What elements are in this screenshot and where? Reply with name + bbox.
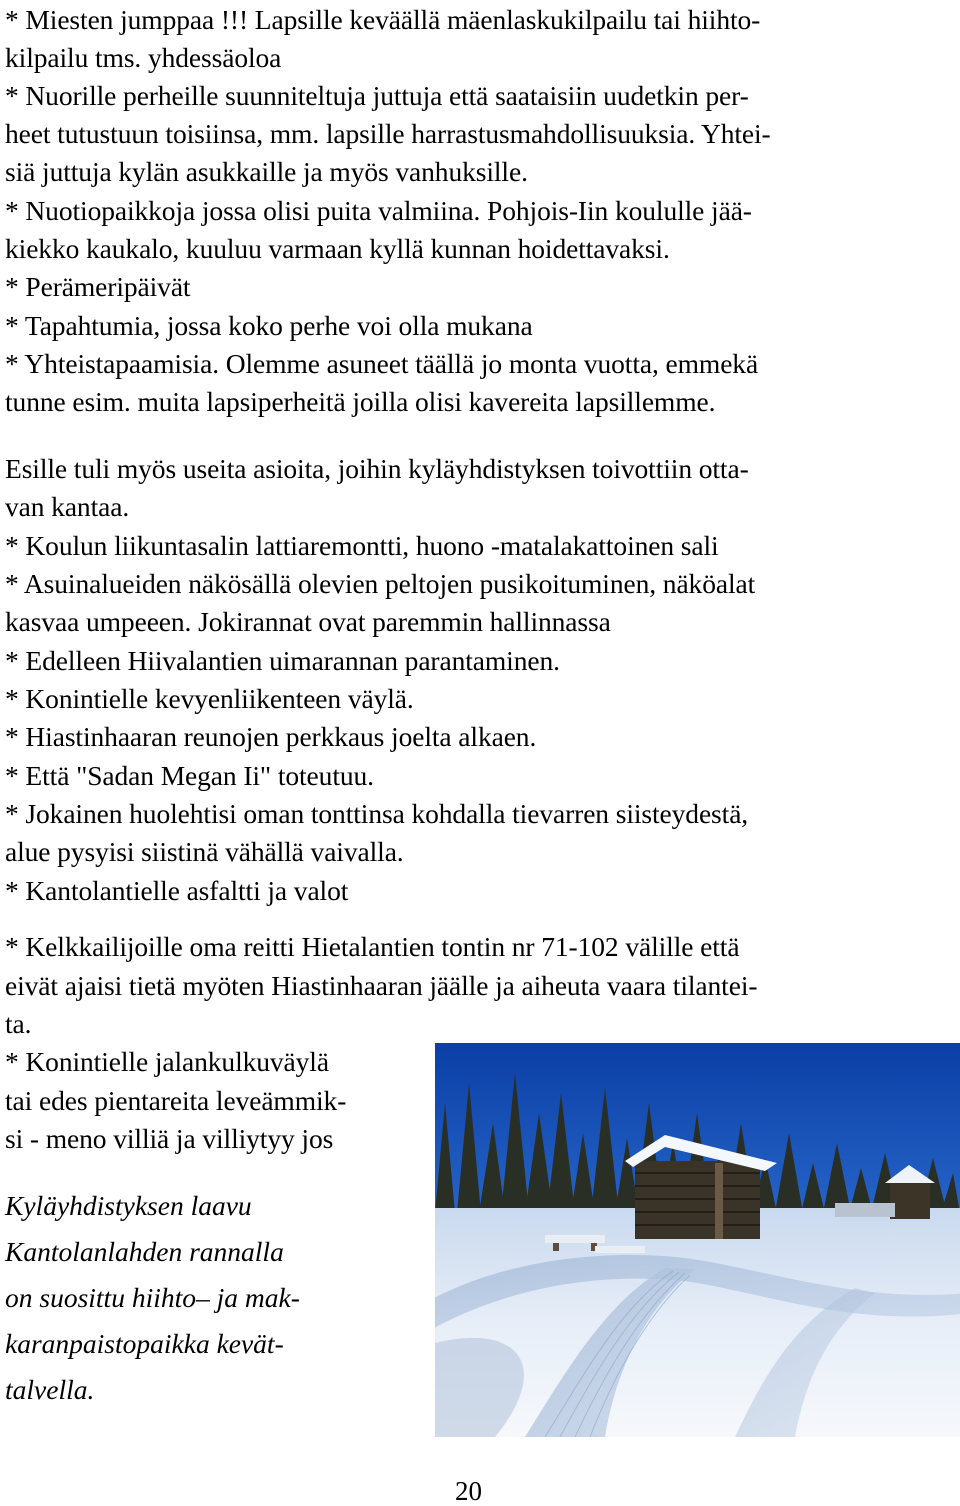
text-line: * Konintielle jalankulkuväylä (5, 1046, 329, 1077)
text-line: si - meno villiä ja villiytyy jos (5, 1123, 334, 1154)
text-line: * Perämeripäivät (5, 271, 191, 302)
text-line: tunne esim. muita lapsiperheitä joilla olisi kavereita lapsillemme. (5, 386, 716, 417)
text-line: kasvaa umpeeen. Jokirannat ovat paremmin hallinnassa (5, 606, 611, 637)
text-line: * Konintielle kevyenliikenteen väylä. (5, 683, 414, 714)
photo-caption-line: on suosittu hiihto– ja mak- (5, 1282, 300, 1313)
text-line: * Edelleen Hiivalantien uimarannan parantaminen. (5, 645, 560, 676)
text-line: * Kelkkailijoille oma reitti Hietalantien tontin nr 71-102 välille että (5, 931, 740, 962)
text-line: siä juttuja kylän asukkaille ja myös vanhuksille. (5, 156, 528, 187)
text-line: kilpailu tms. yhdessäoloa (5, 42, 282, 73)
text-line: ta. (5, 1008, 32, 1039)
text-line: * Nuorille perheille suunniteltuja juttuja että saataisiin uudetkin per- (5, 80, 749, 111)
photo-caption-line: talvella. (5, 1374, 95, 1405)
text-line: * Asuinalueiden näkösällä olevien peltojen pusikoituminen, näköalat (5, 568, 756, 599)
text-line: * Koulun liikuntasalin lattiaremontti, huono -matalakattoinen sali (5, 530, 719, 561)
text-line: * Että "Sadan Megan Ii" toteutuu. (5, 760, 374, 791)
text-line: * Miesten jumppaa !!! Lapsille keväällä mäenlaskukilpailu tai hiihto- (5, 4, 761, 35)
text-line: heet tutustuun toisiinsa, mm. lapsille harrastusmahdollisuuksia. Yhtei- (5, 118, 771, 149)
text-line: * Hiastinhaaran reunojen perkkaus joelta alkaen. (5, 721, 537, 752)
text-line: * Nuotiopaikkoja jossa olisi puita valmiina. Pohjois-Iin koululle jää- (5, 195, 752, 226)
photo-caption-line: Kantolanlahden rannalla (5, 1236, 284, 1267)
text-line: * Tapahtumia, jossa koko perhe voi olla mukana (5, 310, 533, 341)
text-line: van kantaa. (5, 491, 130, 522)
text-line: Esille tuli myös useita asioita, joihin kyläyhdistyksen toivottiin otta- (5, 453, 749, 484)
lean-to-shelter-photo (435, 1043, 960, 1437)
text-line: alue pysyisi siistinä vähällä vaivalla. (5, 836, 404, 867)
text-line: * Yhteistapaamisia. Olemme asuneet täällä jo monta vuotta, emmekä (5, 348, 759, 379)
page-number: 20 (455, 1476, 482, 1506)
photo-caption-line: karanpaistopaikka kevät- (5, 1328, 284, 1359)
text-line: eivät ajaisi tietä myöten Hiastinhaaran jäälle ja aiheuta vaara tilantei- (5, 970, 758, 1001)
photo-caption-line: Kyläyhdistyksen laavu (5, 1190, 252, 1221)
text-line: * Jokainen huolehtisi oman tonttinsa kohdalla tievarren siisteydestä, (5, 798, 749, 829)
text-line: kiekko kaukalo, kuuluu varmaan kyllä kunnan hoidettavaksi. (5, 233, 670, 264)
text-line: tai edes pientareita leveämmik- (5, 1085, 347, 1116)
text-line: * Kantolantielle asfaltti ja valot (5, 875, 349, 906)
